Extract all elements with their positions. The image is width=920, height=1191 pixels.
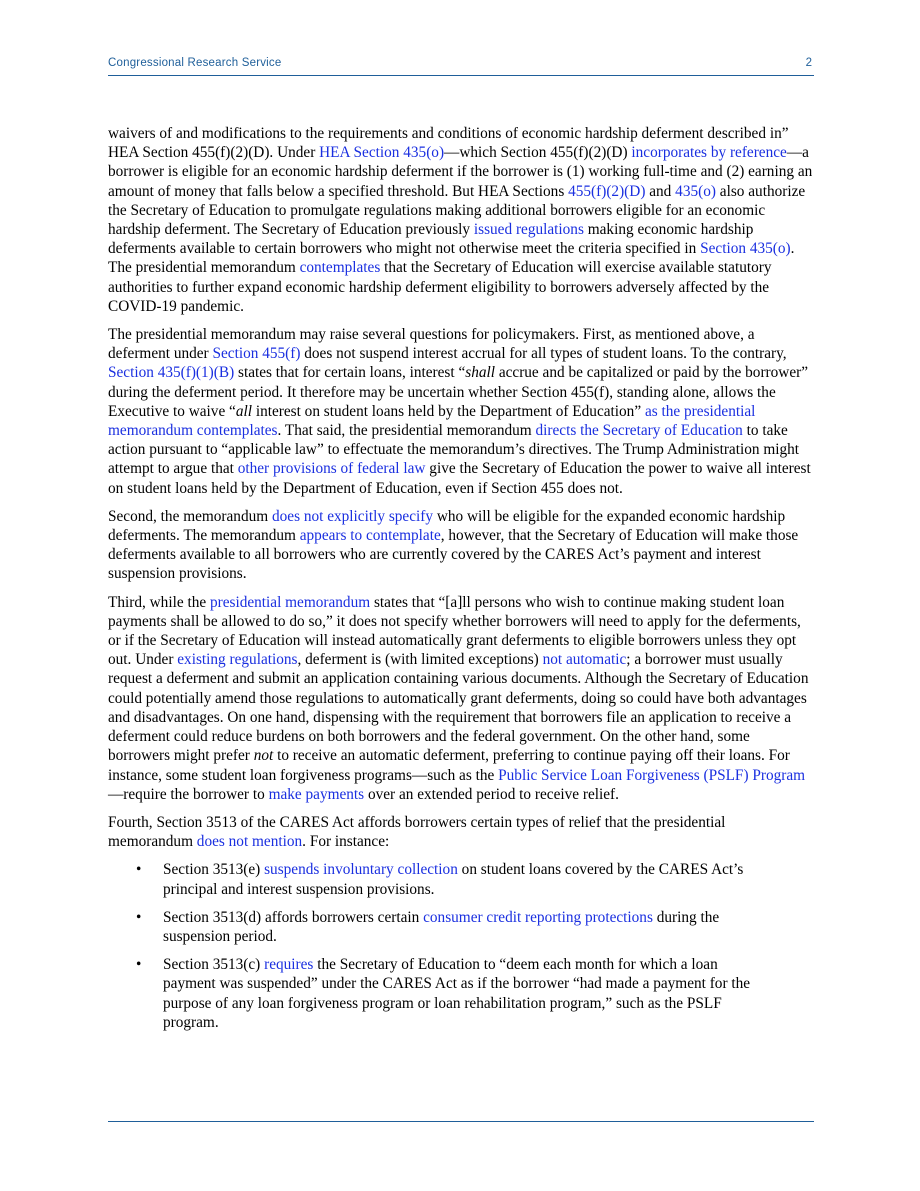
paragraph-3: [108, 507, 814, 584]
link-section-435o[interactable]: Section 435(o): [700, 240, 791, 258]
text: waivers of and modifications to the requirements and conditions of economic hardship deferment described in” HEA Section 455(f)(2)(D). Under: [108, 125, 789, 162]
text: during the suspension period.: [163, 908, 720, 945]
link-directs-secretary[interactable]: directs the Secretary of Education: [535, 422, 743, 440]
text: also authorize the Secretary of Education to promulgate regulations making additional borrowers eligible for an economic hardship deferment. The Secretary of Education previously: [108, 182, 806, 239]
link-455f2d[interactable]: 455(f)(2)(D): [568, 182, 646, 200]
text: on student loans covered by the CARES Act’s principal and interest suspension provisions.: [163, 861, 744, 898]
page-number: 2: [805, 57, 812, 69]
text: does not suspend interest accrual for all types of student loans. To the contrary,: [300, 345, 787, 363]
text: The presidential memorandum may raise several questions for policymakers. First, as mentioned above, a deferment under: [108, 326, 755, 363]
link-appears-to-contemplate[interactable]: appears to contemplate: [299, 527, 441, 545]
link-contemplates[interactable]: contemplates: [299, 259, 381, 277]
text: interest on student loans held by the Department of Education”: [252, 402, 645, 420]
paragraph-1: [108, 124, 814, 316]
text: Second, the memorandum: [108, 507, 272, 525]
text: , however, that the Secretary of Education will make those deferments available to all borrowers who are currently covered by the CARES Act’s payment and interest suspension provisions.: [108, 527, 799, 583]
link-section-435f1b[interactable]: Section 435(f)(1)(B): [108, 364, 235, 382]
text: —which Section 455(f)(2)(D): [444, 144, 632, 162]
document-body: [108, 124, 814, 1041]
link-does-not-explicitly-specify[interactable]: does not explicitly specify: [271, 507, 433, 525]
bullet-icon: •: [136, 908, 142, 926]
link-pslf-program[interactable]: Public Service Loan Forgiveness (PSLF) Program: [498, 766, 806, 784]
link-memorandum-contemplates[interactable]: as the presidential memorandum contemplates: [108, 402, 756, 440]
link-does-not-mention[interactable]: does not mention: [196, 833, 303, 851]
text: Third, while the: [108, 593, 210, 611]
text: Section 3513(d) affords borrowers certain: [163, 908, 424, 926]
text: to receive an automatic deferment, preferring to continue paying off their loans. For instance, some student loan forgiveness programs—such as the: [108, 747, 790, 784]
paragraph-4: [108, 593, 814, 804]
emphasis: not: [253, 747, 274, 765]
text: Section 3513(c): [163, 956, 265, 974]
link-hea-435o[interactable]: HEA Section 435(o): [319, 144, 445, 162]
text: states that “[a]ll persons who wish to continue making student loan payments shall be allowed to do so,” it does not specify whether borrowers will need to apply for the deferments, or if the Secretary of Education will instead automatically grant deferments to eligible borrowers unless they opt out. Under: [108, 593, 801, 669]
link-requires[interactable]: requires: [264, 956, 314, 974]
text: give the Secretary of Education the power to waive all interest on student loans held by the Department of Education, even if Section 455 does not.: [108, 460, 811, 497]
text: over an extended period to receive relief.: [364, 785, 619, 803]
link-make-payments[interactable]: make payments: [268, 785, 365, 803]
text: . That said, the presidential memorandum: [277, 422, 536, 440]
emphasis: shall: [465, 364, 495, 382]
bullet-icon: •: [136, 861, 142, 879]
text: to take action pursuant to “applicable law” to effectuate the memorandum’s directives. The Trump Administration might attempt to argue that: [108, 422, 800, 478]
text: . For instance:: [302, 833, 390, 851]
text: states that for certain loans, interest “: [234, 364, 466, 382]
text: —a borrower is eligible for an economic hardship deferment if the borrower is (1) working full-time and (2) earning an amount of money that falls below a specified threshold. But HEA Sections: [108, 144, 813, 200]
text: —require the borrower to: [108, 785, 269, 803]
paragraph-2: [108, 325, 814, 498]
header-source: Congressional Research Service: [108, 57, 282, 69]
text: making economic hardship deferments available to certain borrowers who might not otherwise meet the criteria specified in: [108, 221, 754, 258]
text: who will be eligible for the expanded economic hardship deferments. The memorandum: [108, 507, 786, 545]
link-section-455f[interactable]: Section 455(f): [212, 345, 301, 363]
text: Section 3513(e): [163, 861, 265, 879]
page-header: [108, 55, 814, 76]
link-suspends-involuntary-collection[interactable]: suspends involuntary collection: [264, 861, 458, 879]
link-other-provisions[interactable]: other provisions of federal law: [237, 460, 426, 478]
link-presidential-memorandum[interactable]: presidential memorandum: [209, 593, 371, 611]
bullet-icon: •: [136, 956, 142, 974]
text: ; a borrower must usually request a deferment and submit an application containing various documents. Although the Secretary of Education could potentially amend those regulations to automatically grant deferments, doing so could have both advantages and disadvantages. On one hand, dispensing with the requirement that borrowers file an application to receive a deferment could reduce burdens on both borrowers and the federal government. On the other hand, some borrowers might prefer: [108, 651, 809, 765]
link-issued-regulations[interactable]: issued regulations: [473, 221, 584, 239]
link-existing-regulations[interactable]: existing regulations: [177, 651, 298, 669]
text: that the Secretary of Education will exercise available statutory authorities to further expand economic hardship deferment eligibility to borrowers adversely affected by the COVID-19 pandemic.: [108, 259, 772, 315]
list-item: [108, 955, 814, 1032]
list-item: [108, 908, 814, 946]
link-incorporates-by-reference[interactable]: incorporates by reference: [631, 144, 787, 162]
bullet-list: [108, 860, 814, 1032]
text: . The presidential memorandum: [108, 240, 795, 277]
paragraph-5: [108, 813, 814, 851]
text: the Secretary of Education to “deem each month for which a loan payment was suspended” under the CARES Act as if the borrower “had made a payment for the purpose of any loan forgiveness program or loan rehabilitation program,” such as the PSLF program.: [163, 956, 751, 1031]
link-consumer-credit-reporting[interactable]: consumer credit reporting protections: [423, 908, 653, 926]
link-435o[interactable]: 435(o): [675, 182, 716, 200]
text: , deferment is (with limited exceptions): [297, 651, 543, 669]
list-item: [108, 860, 814, 898]
link-not-automatic[interactable]: not automatic: [542, 651, 627, 669]
text: accrue and be capitalized or paid by the borrower” during the deferment period. It therefore may be uncertain whether Section 455(f), standing alone, allows the Executive to waive “: [108, 364, 809, 420]
emphasis: all: [235, 402, 252, 420]
footer-divider: [108, 1121, 814, 1122]
text: Fourth, Section 3513 of the CARES Act affords borrowers certain types of relief that the presidential memorandum: [108, 813, 726, 851]
text: and: [645, 182, 676, 200]
